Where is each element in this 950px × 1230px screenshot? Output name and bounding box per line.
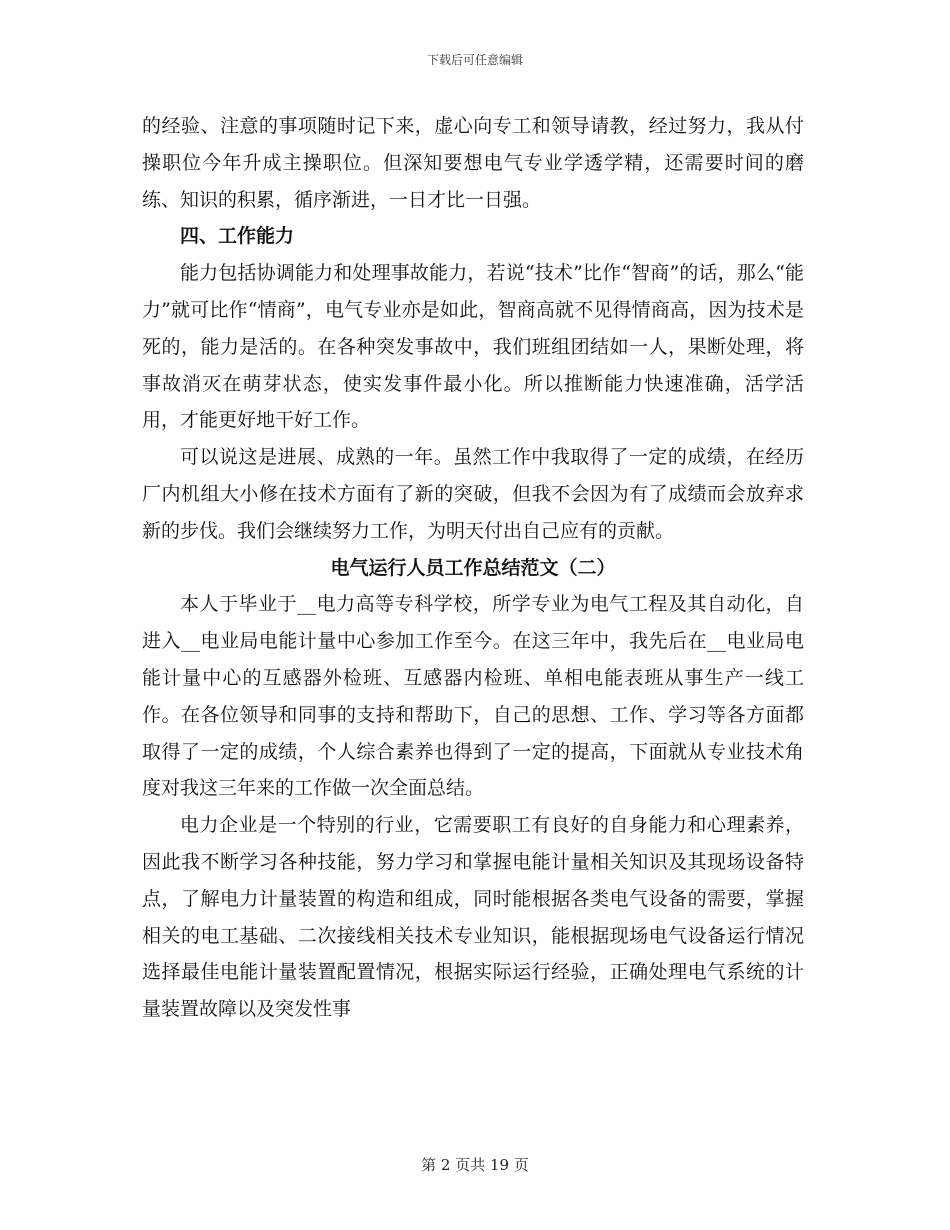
paragraph-continuation: 的经验、注意的事项随时记下来，虚心向专工和领导请教，经过努力，我从付操职位今年升成主操职位。但深知要想电气专业学透学精，还需要时间的磨练、知识的积累，循序渐进，一日才比一日强。 <box>142 115 804 211</box>
document-body <box>142 108 804 1028</box>
page-header: 下载后可任意编辑 <box>426 53 523 67</box>
paragraph-introduction: 本人于毕业于__电力高等专科学校，所学专业为电气工程及其自动化，自进入__电业局电能计量中心参加工作至今。在这三年中，我先后在__电业局电能计量中心的互感器外检班、互感器内检班、单相电能表班从事生产一线工作。在各位领导和同事的支持和帮助下，自己的思想、工作、学习等各方面都取得了一定的成绩，个人综合素养也得到了一定的提高，下面就从专业技术角度对我这三年来的工作做一次全面总结。 <box>142 593 804 800</box>
paragraph-progress: 可以说这是进展、成熟的一年。虽然工作中我取得了一定的成绩，在经历厂内机组大小修在技术方面有了新的突破，但我不会因为有了成绩而会放弃求新的步伐。我们会继续努力工作，为明天付出自己应有的贡献。 <box>142 446 804 542</box>
page-footer: 第 2 页共 19 页 <box>421 1156 529 1174</box>
paragraph-ability: 能力包括协调能力和处理事故能力，若说“技术”比作“智商”的话，那么“能力”就可比作“情商”，电气专业亦是如此，智商高就不见得情商高，因为技术是死的，能力是活的。在各种突发事故中，我们班组团结如一人，果断处理，将事故消灭在萌芽状态，使实发事件最小化。所以推断能力快速准确，活学活用，才能更好地干好工作。 <box>142 262 804 432</box>
article-title-part-two: 电气运行人员工作总结范文（二） <box>330 556 616 579</box>
paragraph-power-industry: 电力企业是一个特别的行业，它需要职工有良好的自身能力和心理素养，因此我不断学习各种技能，努力学习和掌握电能计量相关知识及其现场设备特点，了解电力计量装置的构造和组成，同时能根据各类电气设备的需要，掌握相关的电工基础、二次接线相关技术专业知识，能根据现场电气设备运行情况选择最佳电能计量装置配置情况，根据实际运行经验，正确处理电气系统的计量装置故障以及突发性事 <box>142 814 804 1021</box>
section-heading-work-ability: 四、工作能力 <box>180 225 295 248</box>
